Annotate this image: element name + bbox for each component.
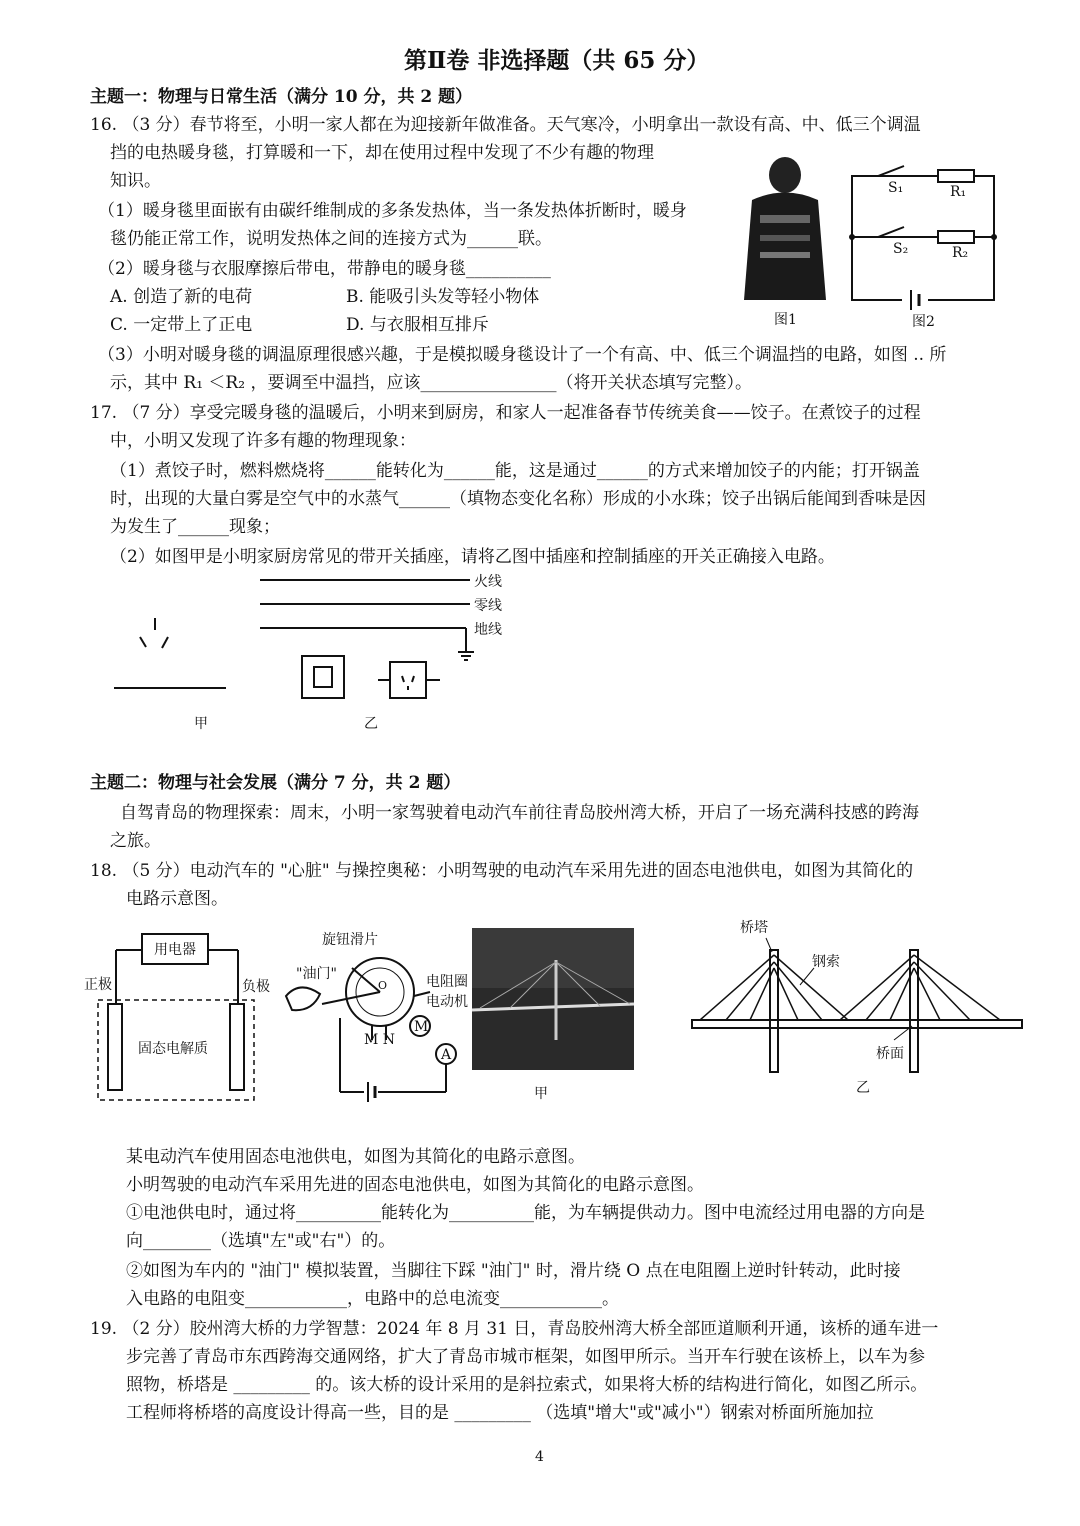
q16-part2: （2）暖身毯与衣服摩擦后带电，带静电的暖身毯__________ — [98, 259, 551, 279]
theme1-heading: 主题一：物理与日常生活（满分 10 分，共 2 题） — [90, 87, 473, 107]
page-title: 第Ⅱ卷 非选择题（共 65 分） — [404, 47, 710, 74]
resistor-r1-label: R₁ — [950, 184, 967, 200]
figure1-caption: 图1 — [774, 312, 797, 328]
q16-option-b: B. 能吸引头发等轻小物体 — [346, 287, 540, 307]
throttle-label: "油门" — [296, 966, 337, 982]
cable-stayed-bridge-diagram — [692, 938, 1022, 1072]
q18-part2-b: 入电路的电阻变____________，电路中的总电流变____________。 — [126, 1289, 619, 1309]
q17-line2: 中，小明又发现了许多有趣的物理现象： — [110, 431, 416, 451]
knob-slider-label: 旋钮滑片 — [322, 932, 378, 948]
bridge-figure-jia-caption: 甲 — [534, 1086, 548, 1102]
q19-line2: 步完善了青岛市东西跨海交通网络，扩大了青岛市城市框架，如图甲所示。当开车行驶在该桥上，以车为参 — [126, 1347, 925, 1367]
motor-symbol: M — [414, 1019, 429, 1035]
electrolyte-label: 固态电解质 — [138, 1041, 208, 1057]
q18-line2: 电路示意图。 — [126, 889, 228, 909]
q16-part1-a: （1）暖身毯里面嵌有由碳纤维制成的多条发热体，当一条发热体折断时，暖身 — [98, 201, 687, 221]
q18-part2-a: ②如图为车内的 "油门" 模拟装置，当脚往下踩 "油门" 时，滑片绕 O 点在电阻圈上逆时针转动，此时接 — [126, 1261, 901, 1281]
figure-jia-caption: 甲 — [194, 716, 208, 732]
q18-part1-b: 向________（选填"左"或"右"）的。 — [126, 1231, 396, 1251]
load-label: 用电器 — [154, 942, 196, 958]
live-wire-label: 火线 — [474, 574, 502, 590]
q16-line3: 知识。 — [110, 171, 161, 191]
q18-line1: 18. （5 分）电动汽车的 "心脏" 与操控奥秘：小明驾驶的电动汽车采用先进的固态电池供电，如图为其简化的 — [90, 861, 914, 881]
ammeter-symbol: A — [441, 1047, 452, 1063]
neutral-wire-label: 零线 — [474, 598, 502, 614]
solid-state-battery-diagram — [98, 934, 254, 1100]
q19-line1: 19. （2 分）胶州湾大桥的力学智慧：2024 年 8 月 31 日，青岛胶州湾大桥全部匝道顺利开通，该桥的通车进一 — [90, 1319, 939, 1339]
negative-electrode-label: 负极 — [242, 979, 270, 995]
bay-bridge-photo — [472, 928, 634, 1070]
q17-part1-b: 时，出现的大量白雾是空气中的水蒸气______（填物态变化名称）形成的小水珠；饺子出锅后能闻到香味是因 — [110, 489, 926, 509]
tower-label: 桥塔 — [740, 920, 768, 936]
page-number: 4 — [535, 1449, 544, 1465]
q16-option-a: A. 创造了新的电荷 — [110, 287, 253, 307]
theme2-heading: 主题二：物理与社会发展（满分 7 分，共 2 题） — [90, 773, 461, 793]
q17-part1-c: 为发生了______现象； — [110, 517, 280, 537]
q16-option-c: C. 一定带上了正电 — [110, 315, 253, 335]
q16-line2: 挡的电热暖身毯，打算暖和一下，却在使用过程中发现了不少有趣的物理 — [110, 143, 654, 163]
q17-part2: （2）如图甲是小明家厨房常见的带开关插座，请将乙图中插座和控制插座的开关正确接入电路。 — [110, 547, 835, 567]
positive-electrode-label: 正极 — [84, 977, 112, 993]
theme2-intro-1: 自驾青岛的物理探索：周末，小明一家驾驶着电动汽车前往青岛胶州湾大桥，开启了一场充满科技感的跨海 — [120, 803, 919, 823]
deck-label: 桥面 — [876, 1046, 904, 1062]
ground-wire-label: 地线 — [474, 622, 502, 638]
q18-extra-1: 某电动汽车使用固态电池供电，如图为其简化的电路示意图。 — [126, 1147, 585, 1167]
switch-s2-label: S₂ — [893, 241, 909, 257]
resistance-coil-label: 电阻圈 — [426, 974, 468, 990]
figure2-caption: 图2 — [912, 314, 935, 330]
motor-label: 电动机 — [426, 994, 468, 1010]
q19-line3: 照物，桥塔是 _________ 的。该大桥的设计采用的是斜拉索式，如果将大桥的结构进行简化，如图乙所示。 — [126, 1375, 928, 1395]
q16-part3-a: （3）小明对暖身毯的调温原理很感兴趣，于是模拟暖身毯设计了一个有高、中、低三个调温挡的电路，如图 .. 所 — [98, 345, 947, 365]
q17-line1: 17. （7 分）享受完暖身毯的温暖后，小明来到厨房，和家人一起准备春节传统美食——饺子。在煮饺子的过程 — [90, 403, 921, 423]
switch-s1-label: S₁ — [888, 180, 904, 196]
theme2-intro-2: 之旅。 — [110, 831, 161, 851]
mn-label: M N — [364, 1032, 396, 1048]
resistor-r2-label: R₂ — [952, 245, 969, 261]
cable-label: 钢索 — [812, 954, 840, 970]
q17-part1-a: （1）煮饺子时，燃料燃烧将______能转化为______能，这是通过______的方式来增加饺子的内能；打开锅盖 — [110, 461, 920, 481]
q19-line4: 工程师将桥塔的高度设计得高一些，目的是 _________ （选填"增大"或"减小"）钢索对桥面所施加拉 — [126, 1403, 874, 1423]
q16-part1-b: 毯仍能正常工作，说明发热体之间的连接方式为______联。 — [110, 229, 552, 249]
q16-option-d: D. 与衣服相互排斥 — [346, 315, 489, 335]
q16-part3-b: 示，其中 R₁ ＜R₂ ，要调至中温挡，应该________________（将开关状态填写完整）。 — [110, 373, 752, 393]
q18-part1-a: ①电池供电时，通过将__________能转化为__________能，为车辆提供动力。图中电流经过用电器的方向是 — [126, 1203, 925, 1223]
bridge-figure-yi-caption: 乙 — [856, 1080, 870, 1096]
pivot-o-label: O — [378, 979, 388, 992]
q18-extra-2: 小明驾驶的电动汽车采用先进的固态电池供电，如图为其简化的电路示意图。 — [126, 1175, 704, 1195]
q16-line1: 16. （3 分）春节将至，小明一家人都在为迎接新年做准备。天气寒冷，小明拿出一款设有高、中、低三个调温 — [90, 115, 921, 135]
figure-yi-caption: 乙 — [364, 716, 378, 732]
